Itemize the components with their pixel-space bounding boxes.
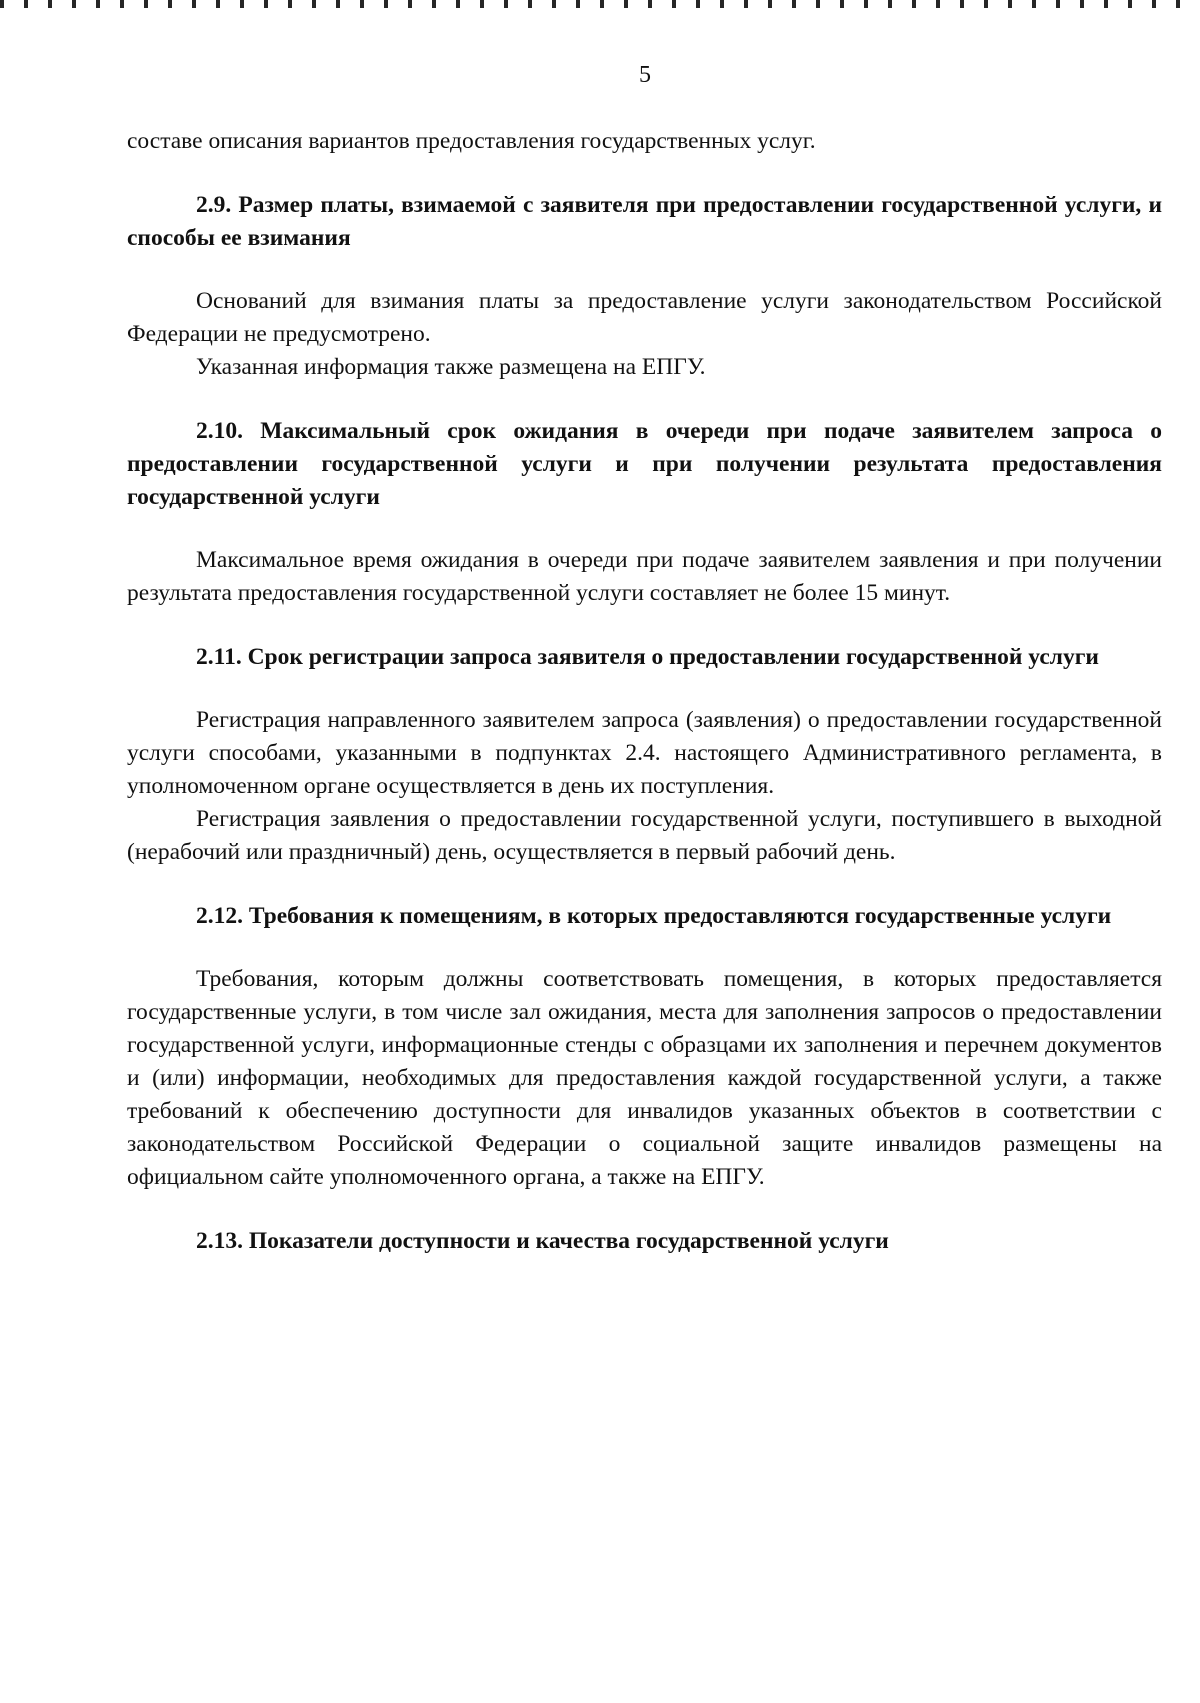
paragraph-2-10-wait-time: Максимальное время ожидания в очереди при подаче заявителем заявления и при получении результата предоставления государственной услуги составляет не более 15 минут. [127, 547, 1162, 606]
section-heading-2-9: 2.9. Размер платы, взимаемой с заявителя при предоставлении государственной услуги, и способы ее взимания [127, 192, 1162, 251]
scan-edge-artifact [0, 0, 1200, 8]
section-heading-2-12: 2.12. Требования к помещениям, в которых предоставляются государственные услуги [196, 903, 1112, 929]
document-body [127, 125, 1162, 1258]
section-heading-2-11: 2.11. Срок регистрации запроса заявителя о предоставлении государственной услуги [196, 644, 1099, 670]
section-heading-2-10: 2.10. Максимальный срок ожидания в очереди при подаче заявителем запроса о предоставлении государственной услуги и при получении результата предоставления государственной услуги [127, 418, 1162, 510]
paragraph-2-11-holiday: Регистрация заявления о предоставлении государственной услуги, поступившего в выходной (нерабочий или праздничный) день, осуществляется в первый рабочий день. [127, 806, 1162, 865]
paragraph-2-9-fee: Оснований для взимания платы за предоставление услуги законодательством Российской Федерации не предусмотрено. [127, 288, 1162, 347]
paragraph-2-9-epgu: Указанная информация также размещена на ЕПГУ. [196, 354, 706, 380]
paragraph-2-11-registration: Регистрация направленного заявителем запроса (заявления) о предоставлении государственной услуги способами, указанными в подпунктах 2.4. настоящего Административного регламента, в уполномоченном органе осуществляется в день их поступления. [127, 707, 1162, 799]
page-number: 5 [639, 62, 651, 88]
paragraph-continuation: составе описания вариантов предоставления государственных услуг. [127, 128, 816, 154]
paragraph-2-12-premises: Требования, которым должны соответствовать помещения, в которых предоставляется государственные услуги, в том числе зал ожидания, места для заполнения запросов о предоставлении государственной услуги, информационные стенды с образцами их заполнения и перечнем документов и (или) информации, необходимых для предоставления каждой государственной услуги, а также требований к обеспечению доступности для инвалидов указанных объектов в соответствии с законодательством Российской Федерации о социальной защите инвалидов размещены на официальном сайте уполномоченного органа, а также на ЕПГУ. [127, 966, 1162, 1190]
section-heading-2-13: 2.13. Показатели доступности и качества государственной услуги [196, 1228, 889, 1254]
